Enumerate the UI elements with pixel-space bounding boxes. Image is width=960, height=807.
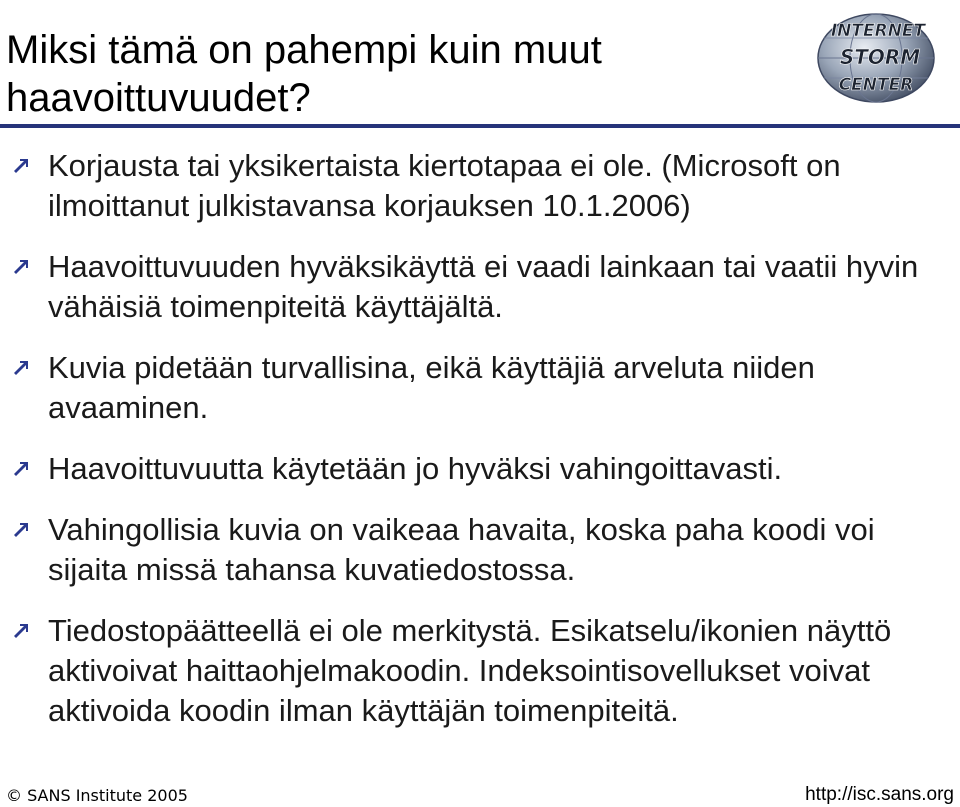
bullet-text: Haavoittuvuuden hyväksikäyttä ei vaadi lainkaan tai vaatii hyvin vähäisiä toimenpiteitä käyttäjältä. [48,249,919,324]
internet-storm-center-logo [804,8,952,106]
arrow-bullet-icon [12,158,32,174]
bullet-item [0,146,960,226]
title-divider [0,124,960,128]
bullet-item [0,247,960,327]
footer-copyright: © SANS Institute 2005 [6,786,188,805]
bullet-item [0,510,960,590]
globe-logo-icon [804,8,952,106]
bullet-text: Kuvia pidetään turvallisina, eikä käyttäjiä arveluta niiden avaaminen. [48,350,815,425]
logo-line-storm: STORM [839,45,921,69]
bullet-list [0,146,960,731]
arrow-bullet-icon [12,623,32,639]
arrow-bullet-icon [12,259,32,275]
bullet-item [0,449,960,489]
bullet-text: Tiedostopäätteellä ei ole merkitystä. Esikatselu/ikonien näyttö aktivoivat haittaohjelmakoodin. Indeksointisovellukset voivat aktivoida koodin ilman käyttäjän toimenpiteitä. [48,613,892,728]
arrow-bullet-icon [12,522,32,538]
bullet-item [0,348,960,428]
bullet-text: Vahingollisia kuvia on vaikeaa havaita, koska paha koodi voi sijaita missä tahansa kuvatiedostossa. [48,512,875,587]
arrow-bullet-icon [12,461,32,477]
logo-line-center: CENTER [838,75,914,95]
bullet-text: Haavoittuvuutta käytetään jo hyväksi vahingoittavasti. [48,451,783,486]
bullet-text: Korjausta tai yksikertaista kiertotapaa ei ole. (Microsoft on ilmoittanut julkistavansa korjauksen 10.1.2006) [48,148,841,223]
slide-title: Miksi tämä on pahempi kuin muut haavoittuvuudet? [6,28,602,120]
logo-line-internet: INTERNET [830,21,926,41]
footer-url[interactable]: http://isc.sans.org [805,784,954,805]
arrow-bullet-icon [12,360,32,376]
bullet-item [0,611,960,731]
